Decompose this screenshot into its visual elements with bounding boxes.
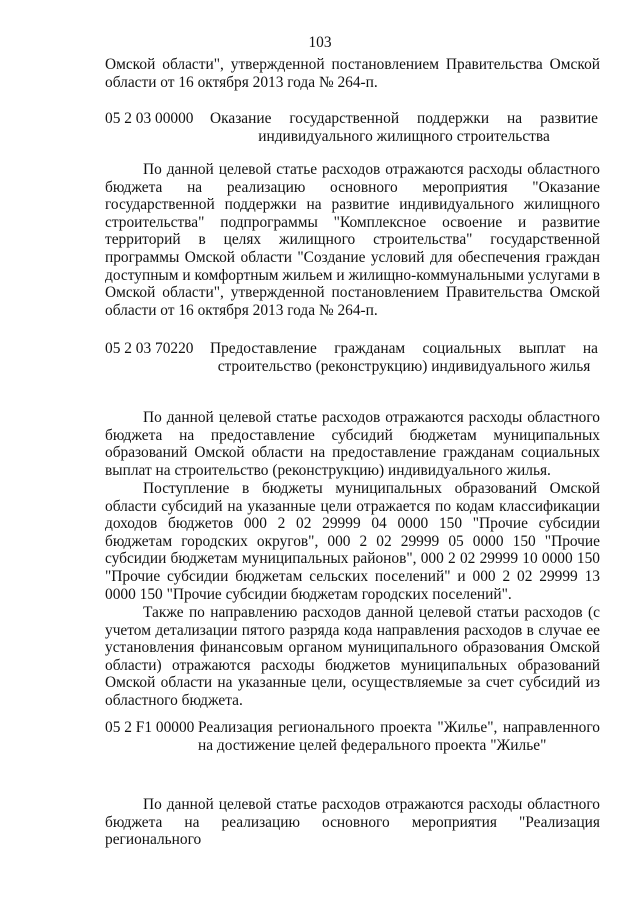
section-title: Оказание государственной поддержки на развитие индивидуального жилищного строительства bbox=[210, 110, 598, 145]
intro-paragraph-tail: Омской области", утвержденной постановлением Правительства Омской области от 16 октября 2013 года № 264-п. bbox=[105, 56, 600, 91]
section-paragraph: По данной целевой статье расходов отражаются расходы областного бюджета на реализацию основного мероприятия "Реализация регионального bbox=[105, 796, 600, 849]
section-title: Предоставление гражданам социальных выплат на строительство (реконструкцию) индивидуального жилья bbox=[210, 340, 598, 375]
section-paragraph: По данной целевой статье расходов отражаются расходы областного бюджета на реализацию основного мероприятия "Оказание государственной поддержки на развитие индивидуального жилищного строительства" подпрограммы "Комплексное освоение и развитие территорий в целях жилищного строительства" государственной программы Омской области "Создание условий для обеспечения граждан доступным и комфортным жильем и жилищно-коммунальными услугами в Омской области", утвержденной постановлением Правительства Омской области от 16 октября 2013 года № 264-п. bbox=[105, 161, 600, 319]
section-paragraph: Также по направлению расходов данной целевой статьи расходов (с учетом детализации пятого разряда кода направления расходов в случае ее установления финансовым органом муниципального образования Омской области) отражаются расходы бюджетов муниципальных образований Омской области на указанные цели, осуществляемые за счет субсидий из областного бюджета. bbox=[105, 604, 600, 709]
section-title: Реализация регионального проекта "Жилье", направленного на достижение целей федерального проекта "Жилье" bbox=[198, 719, 600, 754]
section-code: 05 2 03 00000 bbox=[105, 110, 194, 127]
section-code: 05 2 F1 00000 bbox=[105, 719, 195, 736]
section-paragraph: По данной целевой статье расходов отражаются расходы областного бюджета на предоставление субсидий бюджетам муниципальных образований Омской области на предоставление гражданам социальных выплат на строительство (реконструкцию) индивидуального жилья. bbox=[105, 409, 600, 479]
section-paragraph: Поступление в бюджеты муниципальных образований Омской области субсидий на указанные цели отражается по кодам классификации доходов бюджетов 000 2 02 29999 04 0000 150 "Прочие субсидии бюджетам городских округов", 000 2 02 29999 05 0000 150 "Прочие субсидии бюджетам муниципальных районов", 000 2 02 29999 10 0000 150 "Прочие субсидии бюджетам сельских поселений" и 000 2 02 29999 13 0000 150 "Прочие субсидии бюджетам городских поселений". bbox=[105, 480, 600, 603]
section-code: 05 2 03 70220 bbox=[105, 340, 194, 357]
page-number: 103 bbox=[308, 34, 332, 51]
